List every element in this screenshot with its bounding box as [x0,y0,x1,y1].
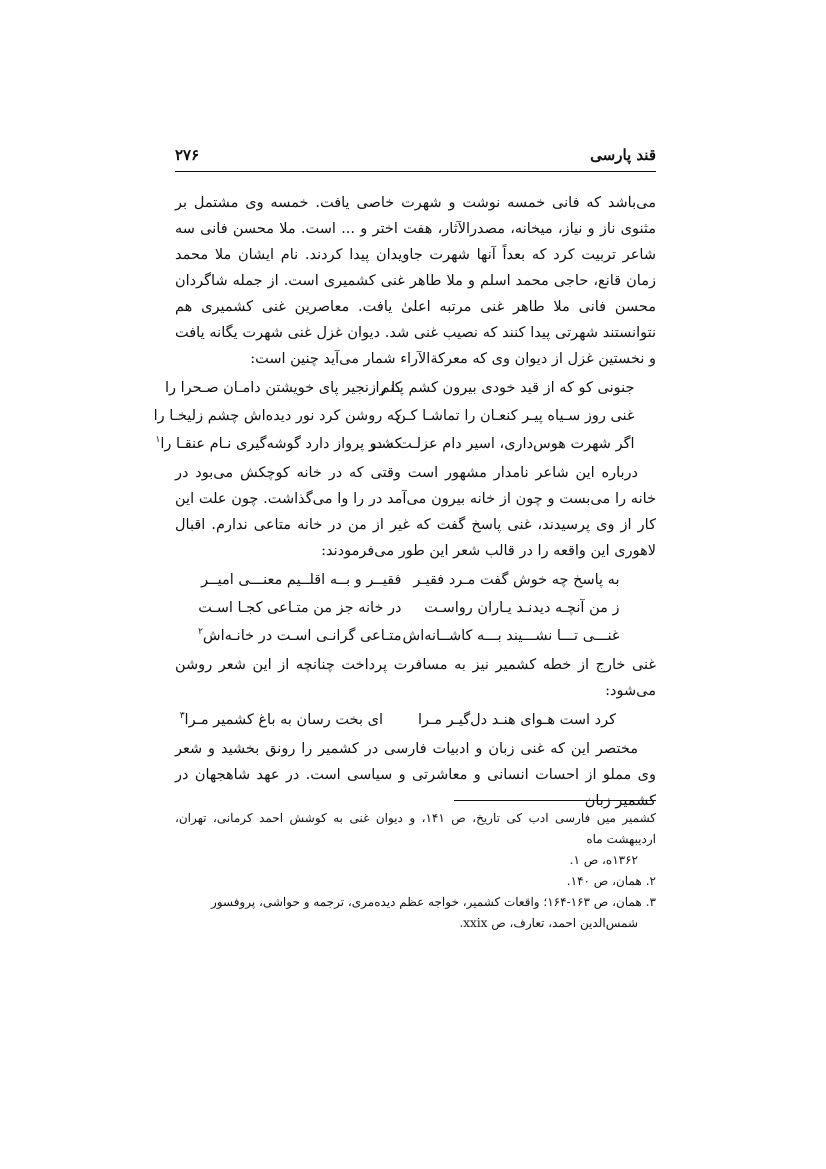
paragraph-4: مختصر این که غنی زبان و ادبیات فارسی در کشمیر را رونق بخشید و شعر وی مملو از احسات انسانی و معاشرتی و سیاسی است. در عهد شاهجهان در کشمیر زبان [175,741,656,809]
hemistich: متـاعی گرانـی اسـت در خانـه‌اش$^۲$ [198,627,402,644]
couplet [155,430,656,458]
footnote-marker: ۲ [198,627,203,638]
hemistich: غنـــی تـــا نشـــیند بـــه کاشــانه‌اش [402,628,620,644]
verse-block-2 [175,566,656,650]
couplet [175,706,656,734]
couplet [164,374,656,402]
hemistich: که روشن کرد نور دیده‌اش چشم زلیخـا را [153,408,402,424]
footnotes [175,808,656,934]
footnote-1: کشمیر میں فارسی ادب کی تاریخ، ص ۱۴۱، و دیوان غنی به کوشش احمد کرمانی، تهران، اردیبهشت ماه ۱۳۶۲ه، ص ۱. [175,811,656,867]
hemistich: اگر شهرت هوس‌داری، اسیر دام عزلـت شـو [369,436,635,452]
hemistich: ز من آنچـه دیدنـد یـاران رواسـت [424,600,620,616]
footnote-marker: ۳ [179,711,185,722]
paragraph-1: می‌باشد که فانی خمسه نوشت و شهرت خاصی یافت. خمسه وی مشتمل بر مثنوی ناز و نیاز، میخانه، مصدرالآثار، هفت اختر و ... است. ملا محسن فانی سه شاعر تربیت کرد که بعداً آنها شهرت جاویدان پیدا کردند. نام ایشان ملا محمد زمان قانع، حاجی محمد اسلم و ملا طاهر غنی کشمیری است. از جمله شاگردان محسن فانی ملا طاهر غنی مرتبه اعلیٰ یافت. معاصرین غنی کشمیری هم نتوانستند شهرتی پیدا کنند که نصیب غنی شد. دیوان غزل غنی شهرت یگانه یافت و نخستین غزل از دیوان وی که معرکة‌الآراء شمار می‌آید چنین است: [175,195,656,367]
couplet [175,594,656,622]
hemistich: که در پرواز دارد گوشه‌گیری نـام عنقـا را$^۱$ [155,435,402,452]
verse-block-3 [175,706,656,734]
hemistich: غنی روز سـیاه پیـر کنعـان را تماشـا کـن [395,408,635,424]
hemistich: ای بخت رسان به باغ کشمیر مـرا$^۳$ [179,711,383,728]
hemistich: فقیــر و بــه اقلــیم معنـــی امیــر [201,572,402,588]
couplet [153,402,656,430]
page-number: ۲۷۶ [175,146,200,164]
paragraph-2: درباره این شاعر نامدار مشهور است وقتی که در خانه کوچکش می‌بود در خانه را می‌بست و چون از خانه بیرون می‌آمد در را وا می‌گذاشت. چون علت این کار از وی پرسیدند، غنی پاسخ گفت که غیر از من در خانه متاعی ندارم. اقبال لاهوری این واقعه را در قالب شعر این طور می‌فرمودند: [175,465,656,559]
couplet [175,622,656,650]
footnote-2: ۲.همان، ص ۱۴۰. [566,874,656,888]
footnote-3: ۳.همان، ص ۱۶۳-۱۶۴؛ واقعات کشمیر، خواجه عظم دیده‌مری، ترجمه و حواشی، پروفسور شمس‌الدین احمد، تعارف، ص xxix. [211,895,656,930]
verse-block-1 [153,374,656,458]
running-title: قند پارسی [590,146,656,164]
couplet [175,566,656,594]
hemistich: جنونی کو که از قید خودی بیرون کشم پـا را [375,380,635,396]
header-rule [175,171,656,172]
footnote-rule [454,800,656,801]
main-text [153,190,656,814]
running-header [175,146,656,168]
paragraph-3: غنی خارج از خطه کشمیر نیز به مسافرت پرداخت چنانچه از این شعر روشن می‌شود: [175,657,656,699]
hemistich: کرد است هـوای هنـد دل‌گیـر مـرا [417,712,616,728]
hemistich: به پاسخ چه خوش گفت مـرد فقیـر [413,572,620,588]
hemistich: کنم زنجیر پای خویشتن دامـان صـحرا را [164,380,402,396]
hemistich: در خانه جز من متـاعی کجـا اسـت [198,600,402,616]
footnote-marker: ۱ [155,435,161,446]
